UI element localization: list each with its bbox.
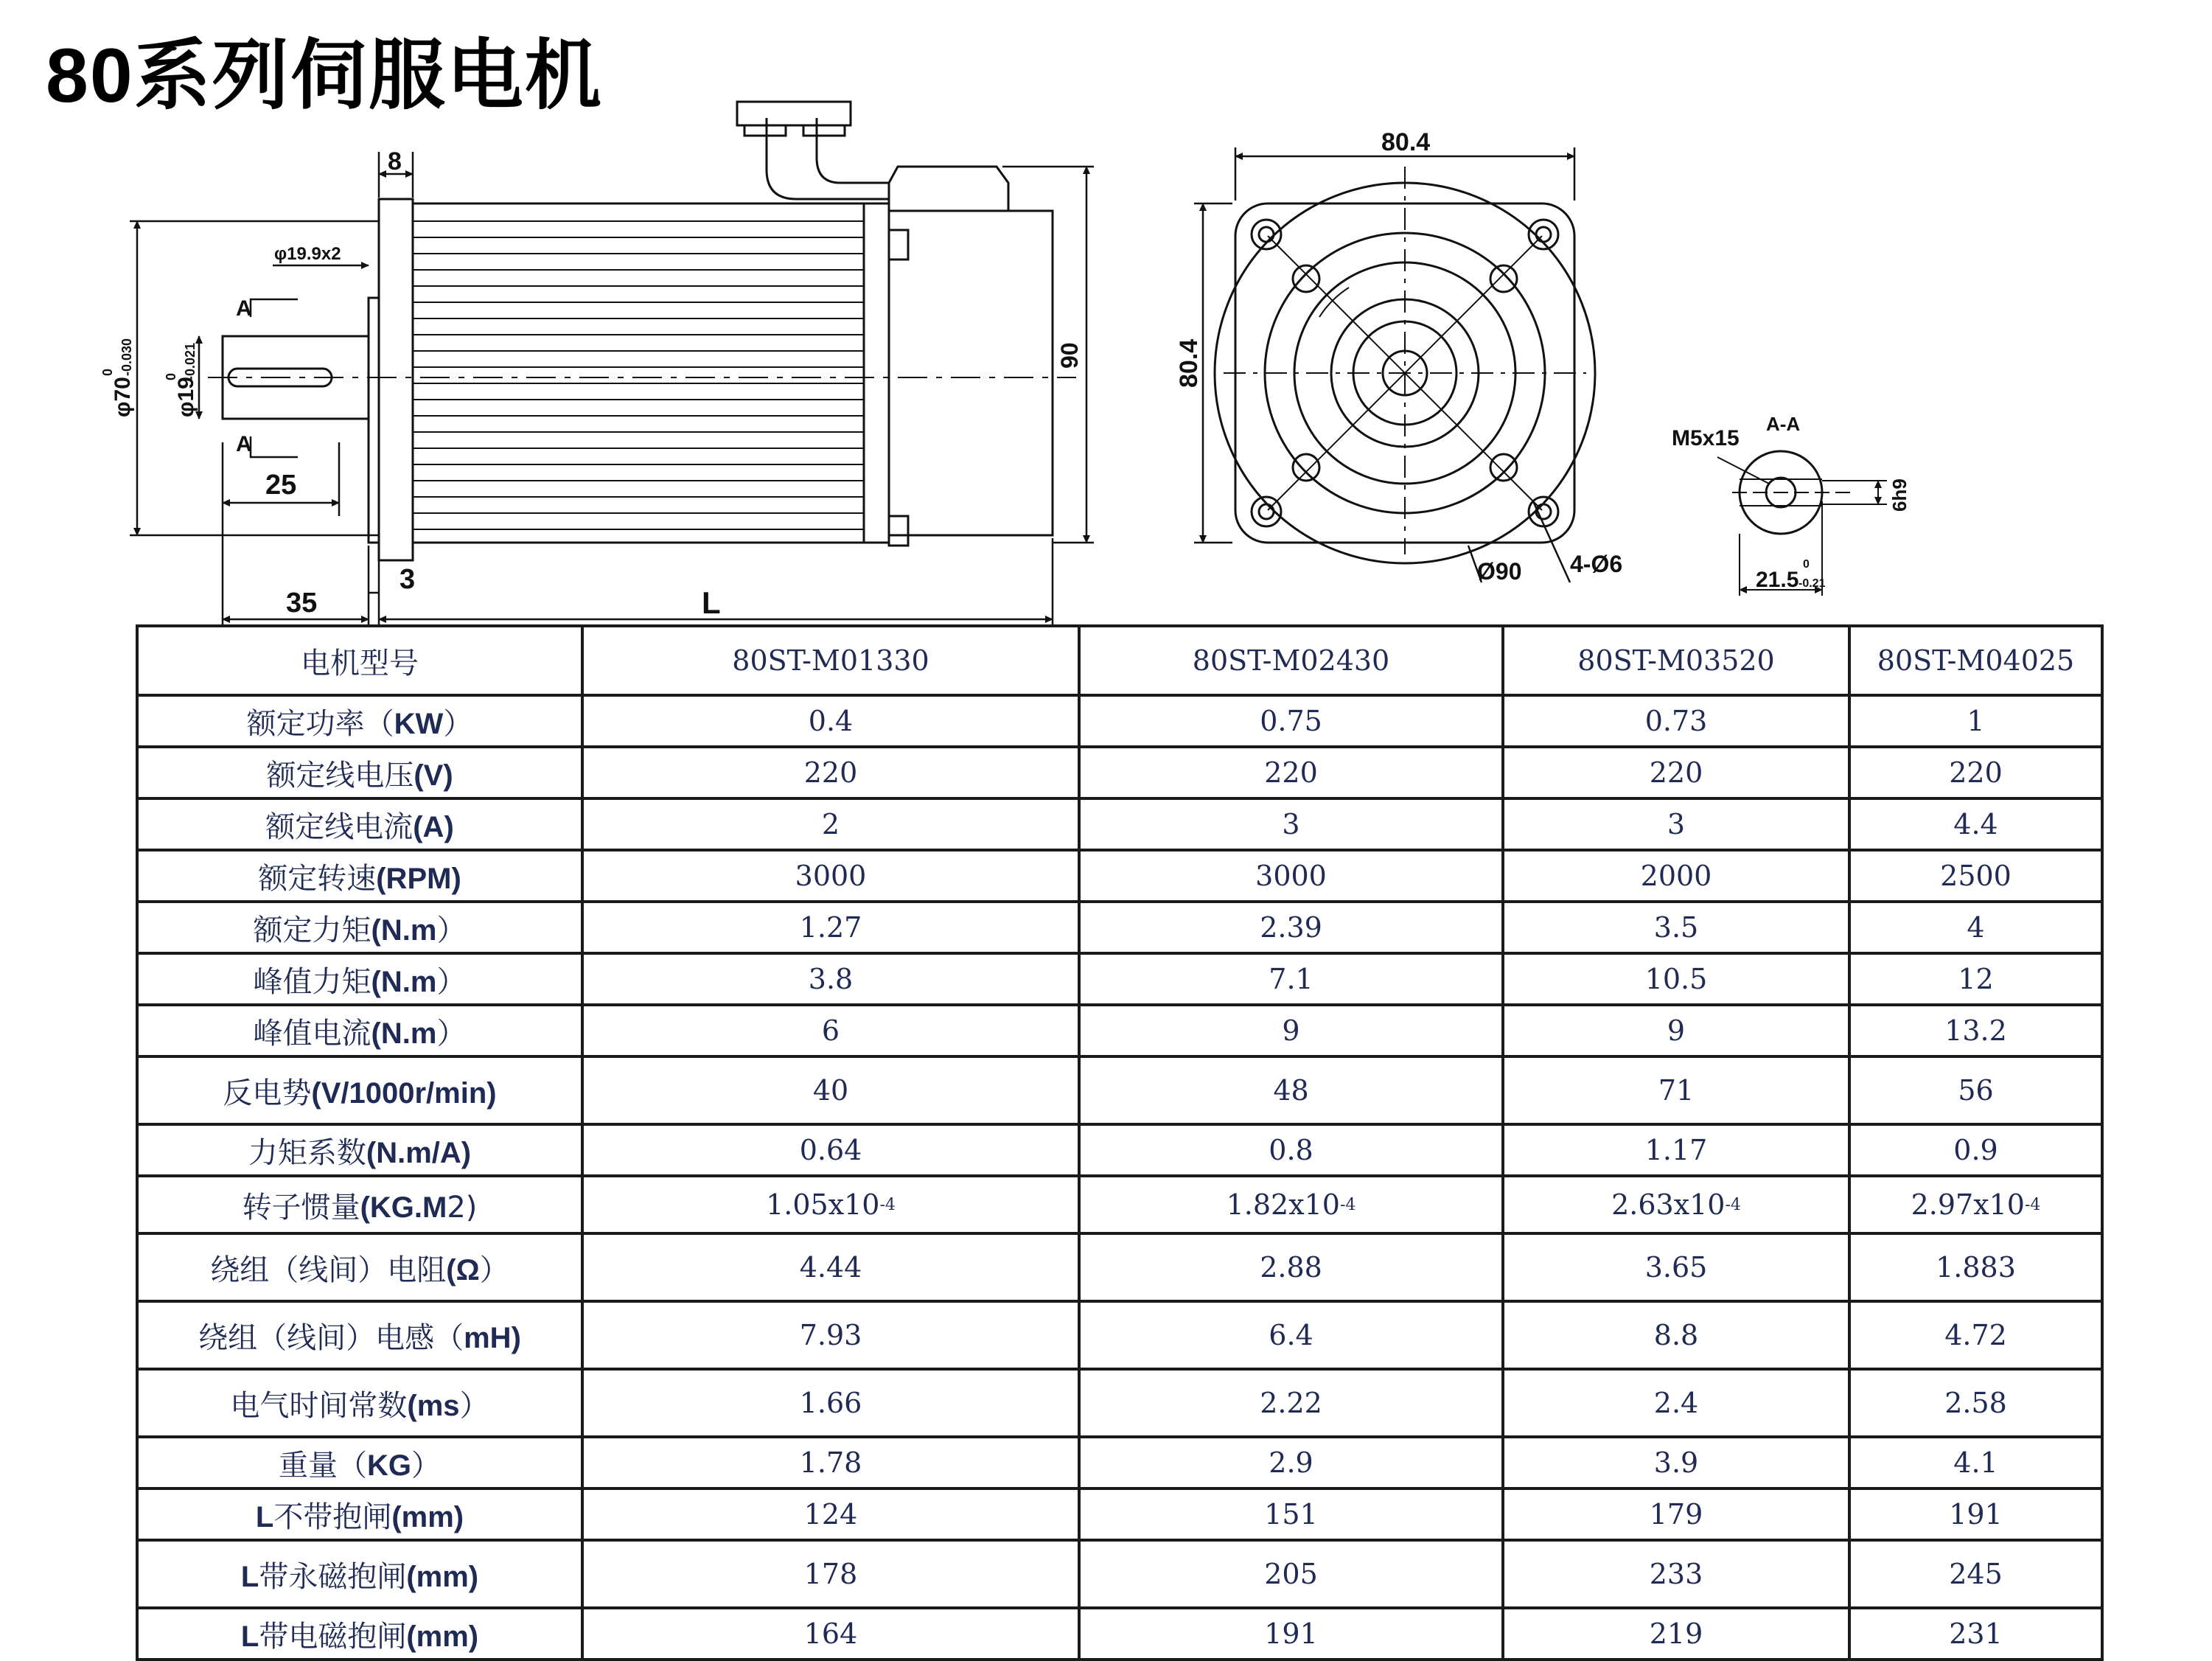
table-row xyxy=(137,902,2102,953)
value-text: 231 xyxy=(1949,1618,2003,1650)
value-cell xyxy=(582,1233,1079,1301)
value-cell xyxy=(582,695,1079,747)
value-cell xyxy=(1079,695,1503,747)
row-label-unit: (mm) xyxy=(391,1500,464,1533)
value-cell xyxy=(1079,1437,1503,1488)
value-exponent: -4 xyxy=(2024,1196,2041,1214)
value-cell xyxy=(1849,902,2102,953)
front-view xyxy=(1215,167,1595,563)
row-label-cn: 额定转速 xyxy=(258,861,377,896)
value-cell xyxy=(582,747,1079,798)
value-cell xyxy=(1079,1056,1503,1124)
value-cell xyxy=(1849,850,2102,902)
row-label-cn: 额定力矩 xyxy=(253,913,371,947)
value-text: 1.78 xyxy=(799,1446,862,1479)
table-row xyxy=(137,1056,2102,1124)
row-label-cell xyxy=(137,1005,582,1056)
value-cell xyxy=(1849,1176,2102,1233)
value-text: 9 xyxy=(1282,1014,1300,1047)
value-text: 7.1 xyxy=(1269,963,1313,995)
table-row xyxy=(137,1005,2102,1056)
row-label-cell xyxy=(137,850,582,902)
row-label-cell xyxy=(137,1056,582,1124)
row-label-cell xyxy=(137,1608,582,1660)
value-text: 4.72 xyxy=(1944,1319,2007,1351)
value-cell xyxy=(582,1005,1079,1056)
value-text: 3.9 xyxy=(1653,1446,1699,1479)
row-label-cell xyxy=(137,1437,582,1488)
row-label-tail: ） xyxy=(436,964,467,999)
value-cell xyxy=(1079,902,1503,953)
value-text: 151 xyxy=(1264,1498,1318,1531)
table-row xyxy=(137,1233,2102,1301)
row-label-prefix: L xyxy=(255,1500,274,1533)
value-text: 1.82x10 xyxy=(1226,1188,1340,1221)
value-text: 179 xyxy=(1649,1498,1703,1531)
row-label-cell xyxy=(137,1233,582,1301)
value-text: 1 xyxy=(1967,705,1985,737)
value-cell xyxy=(582,1301,1079,1369)
value-text: 178 xyxy=(803,1558,858,1590)
value-text: 2.88 xyxy=(1260,1251,1322,1284)
value-cell xyxy=(582,1056,1079,1124)
row-label-unit: (N.m xyxy=(371,913,437,947)
row-label-cell xyxy=(137,695,582,747)
row-label-unit: (N.m xyxy=(371,1017,437,1050)
dim-pilot-tol-upper: 0 xyxy=(100,368,115,376)
row-label-cell xyxy=(137,953,582,1005)
value-text: 4.44 xyxy=(799,1251,862,1284)
row-label-cn: 带电磁抱闸 xyxy=(259,1619,407,1654)
value-cell xyxy=(1849,1233,2102,1301)
value-cell xyxy=(1079,1369,1503,1437)
table-row xyxy=(137,1301,2102,1369)
value-cell xyxy=(1079,1233,1503,1301)
value-text: 12 xyxy=(1958,963,1994,995)
value-text: 1.05x10 xyxy=(766,1188,880,1221)
dim-bolt-circle: Ø90 xyxy=(1477,558,1522,585)
value-text: 191 xyxy=(1949,1498,2003,1531)
value-text: 3.8 xyxy=(808,963,854,995)
row-label-unit: (KG.M xyxy=(360,1191,447,1224)
dim-shaft-diameter: φ19 xyxy=(174,377,198,417)
value-text: 9 xyxy=(1667,1014,1686,1047)
value-text: 0.64 xyxy=(799,1134,862,1166)
row-label-cn: 力矩系数 xyxy=(248,1135,366,1170)
table-row xyxy=(137,850,2102,902)
dim-key-depth: 21.5 xyxy=(1756,568,1799,592)
row-label-unit: mH) xyxy=(464,1321,521,1354)
dim-gap: 3 xyxy=(400,564,416,595)
row-label-tail: 2) xyxy=(447,1190,478,1225)
value-cell xyxy=(1503,1369,1849,1437)
table-row xyxy=(137,1124,2102,1176)
side-view-dimensions xyxy=(130,152,1094,625)
dim-pilot-diameter: φ70 xyxy=(111,377,135,417)
dim-key-depth-tol-lower: -0.21 xyxy=(1798,577,1826,590)
value-text: 1.883 xyxy=(1936,1251,2016,1284)
value-cell xyxy=(1503,953,1849,1005)
section-view xyxy=(1717,451,1887,596)
value-cell xyxy=(582,850,1079,902)
value-cell xyxy=(1849,1488,2102,1540)
row-label-cn: 峰值力矩 xyxy=(253,964,371,999)
row-label-cn: 绕组（线间）电阻 xyxy=(210,1253,447,1287)
table-row xyxy=(137,1540,2102,1608)
value-cell xyxy=(1849,1005,2102,1056)
value-cell xyxy=(1849,695,2102,747)
motor-dimension-drawing xyxy=(0,0,2212,627)
value-text: 2.4 xyxy=(1653,1387,1699,1419)
dim-key-width: 6h9 xyxy=(1888,478,1911,512)
value-cell xyxy=(1849,953,2102,1005)
value-cell xyxy=(1503,1233,1849,1301)
section-mark-top: A xyxy=(236,296,252,321)
value-text: 0.9 xyxy=(1953,1134,1998,1166)
value-text: 2.63x10 xyxy=(1611,1188,1726,1221)
value-text: 124 xyxy=(803,1498,858,1531)
value-cell xyxy=(1503,1540,1849,1608)
value-cell xyxy=(582,902,1079,953)
row-label-cn: 额定线电流 xyxy=(265,809,414,844)
value-cell xyxy=(1503,1301,1849,1369)
value-cell xyxy=(1079,1540,1503,1608)
row-label-cn: 不带抱闸 xyxy=(273,1500,392,1534)
value-text: 40 xyxy=(812,1074,849,1107)
dim-thread: M5x15 xyxy=(1672,426,1740,450)
row-label-unit: (N.m/A) xyxy=(366,1136,472,1169)
value-cell xyxy=(582,1488,1079,1540)
value-text: 3.5 xyxy=(1653,911,1699,944)
value-cell xyxy=(582,1437,1079,1488)
dim-shaft-tol-upper: 0 xyxy=(164,372,178,380)
value-text: 2000 xyxy=(1640,860,1712,892)
table-row xyxy=(137,1176,2102,1233)
value-text: 2500 xyxy=(1940,860,2012,892)
motor-spec-table xyxy=(136,624,2104,1661)
side-view xyxy=(208,102,1076,560)
value-text: 0.73 xyxy=(1644,705,1708,737)
header-model-cell: 80ST-M01330 xyxy=(582,626,1079,695)
value-cell xyxy=(1503,1176,1849,1233)
row-label-cn: 带永磁抱闸 xyxy=(259,1559,407,1594)
table-row xyxy=(137,695,2102,747)
title-series-number: 80 xyxy=(46,33,134,119)
row-label-cn: 峰值电流 xyxy=(253,1016,371,1051)
row-label-cell xyxy=(137,1369,582,1437)
value-text: 7.93 xyxy=(799,1319,862,1351)
value-text: 220 xyxy=(803,756,858,789)
row-label-unit: (mm) xyxy=(406,1560,479,1593)
value-text: 3000 xyxy=(1255,860,1327,892)
value-text: 4.1 xyxy=(1953,1446,1998,1479)
row-label-tail: ） xyxy=(459,1388,489,1423)
dim-shaft-length: 35 xyxy=(286,588,318,619)
row-label-cn: 绕组（线间）电感（ xyxy=(198,1320,464,1355)
row-label-cell xyxy=(137,1124,582,1176)
value-text: 2.58 xyxy=(1944,1387,2007,1419)
header-model-cell: 80ST-M04025 xyxy=(1849,626,2102,695)
value-exponent: -4 xyxy=(1339,1196,1356,1214)
value-cell xyxy=(1503,798,1849,850)
table-row xyxy=(137,1488,2102,1540)
value-cell xyxy=(1849,1608,2102,1660)
value-cell xyxy=(1503,1056,1849,1124)
value-cell xyxy=(1503,1488,1849,1540)
value-text: 233 xyxy=(1649,1558,1703,1590)
value-cell xyxy=(1849,1301,2102,1369)
value-cell xyxy=(1849,1369,2102,1437)
value-cell xyxy=(582,1176,1079,1233)
table-row xyxy=(137,1608,2102,1660)
row-label-unit: (Ω xyxy=(446,1253,480,1286)
value-text: 220 xyxy=(1949,756,2003,789)
value-text: 13.2 xyxy=(1944,1014,2007,1047)
value-cell xyxy=(582,798,1079,850)
value-text: 164 xyxy=(803,1618,858,1650)
value-cell xyxy=(1503,1437,1849,1488)
value-cell xyxy=(1079,1124,1503,1176)
dim-pilot-tol-lower: -0.030 xyxy=(119,338,134,376)
value-cell xyxy=(1503,1124,1849,1176)
value-cell xyxy=(1849,1056,2102,1124)
value-text: 48 xyxy=(1273,1074,1309,1107)
value-cell xyxy=(1079,1176,1503,1233)
table-row xyxy=(137,953,2102,1005)
row-label-unit: (V/1000r/min) xyxy=(311,1076,497,1110)
value-text: 219 xyxy=(1649,1618,1703,1650)
value-cell xyxy=(1503,1005,1849,1056)
value-cell xyxy=(582,1369,1079,1437)
value-cell xyxy=(1079,953,1503,1005)
value-cell xyxy=(1849,1124,2102,1176)
row-label-cn: 额定线电压 xyxy=(266,758,414,793)
value-text: 71 xyxy=(1658,1074,1695,1107)
value-text: 0.75 xyxy=(1260,705,1322,737)
value-cell xyxy=(1849,1437,2102,1488)
row-label-cn: 反电势 xyxy=(223,1076,312,1110)
row-label-cell xyxy=(137,747,582,798)
value-cell xyxy=(1849,747,2102,798)
value-cell xyxy=(582,1124,1079,1176)
value-text: 191 xyxy=(1264,1618,1318,1650)
row-label-cn: 转子惯量 xyxy=(242,1190,360,1225)
dim-shaft-key: φ19.9x2 xyxy=(274,244,341,264)
section-mark-bottom: A xyxy=(236,432,252,456)
front-view-labels xyxy=(1175,128,1622,585)
row-label-unit: KW xyxy=(394,707,444,740)
value-cell xyxy=(1079,1488,1503,1540)
value-text: 3 xyxy=(1667,808,1686,840)
table-row xyxy=(137,747,2102,798)
value-text: 1.17 xyxy=(1644,1134,1708,1166)
value-text: 1.66 xyxy=(799,1387,862,1419)
value-exponent: -4 xyxy=(1725,1196,1741,1214)
row-label-tail: ） xyxy=(443,706,473,741)
row-label-cn: 额定功率（ xyxy=(246,706,394,741)
header-label-cell: 电机型号 xyxy=(137,626,582,695)
row-label-prefix: L xyxy=(240,1620,259,1653)
row-label-unit: (ms xyxy=(407,1389,460,1422)
row-label-unit: (mm) xyxy=(406,1620,479,1653)
table-header-row xyxy=(137,626,2102,695)
row-label-cell xyxy=(137,902,582,953)
row-label-cell xyxy=(137,1301,582,1369)
value-text: 220 xyxy=(1649,756,1703,789)
value-cell xyxy=(1849,798,2102,850)
row-label-unit: KG xyxy=(367,1449,411,1482)
row-label-cell xyxy=(137,798,582,850)
value-text: 2.39 xyxy=(1260,911,1322,944)
dim-mount-holes: 4-Ø6 xyxy=(1570,551,1623,577)
value-cell xyxy=(1503,1608,1849,1660)
dim-shaft-tol-lower: -0.021 xyxy=(183,342,198,380)
value-cell xyxy=(1079,798,1503,850)
value-cell xyxy=(1503,850,1849,902)
row-label-unit: (N.m xyxy=(371,965,437,998)
value-text: 6 xyxy=(821,1014,840,1047)
value-cell xyxy=(1849,1540,2102,1608)
value-text: 2.22 xyxy=(1260,1387,1322,1419)
row-label-tail: ） xyxy=(479,1253,509,1287)
value-text: 8.8 xyxy=(1653,1319,1699,1351)
dim-key-length: 25 xyxy=(265,470,297,501)
row-label-cell xyxy=(137,1540,582,1608)
value-cell xyxy=(1079,747,1503,798)
row-label-unit: (A) xyxy=(413,810,454,843)
value-text: 6.4 xyxy=(1269,1319,1313,1351)
dim-key-depth-tol-upper: 0 xyxy=(1803,558,1810,571)
value-text: 56 xyxy=(1958,1074,1994,1107)
value-text: 205 xyxy=(1264,1558,1318,1590)
value-text: 0.4 xyxy=(808,705,854,737)
row-label-tail: ） xyxy=(436,913,467,947)
section-title: A-A xyxy=(1766,413,1801,435)
value-cell xyxy=(582,1540,1079,1608)
value-exponent: -4 xyxy=(879,1196,896,1214)
value-text: 3.65 xyxy=(1644,1251,1708,1284)
value-cell xyxy=(1503,902,1849,953)
table-row xyxy=(137,798,2102,850)
dim-motor-height: 90 xyxy=(1056,342,1083,369)
table-row xyxy=(137,1369,2102,1437)
value-cell xyxy=(1503,747,1849,798)
value-text: 10.5 xyxy=(1644,963,1708,995)
value-cell xyxy=(1503,695,1849,747)
row-label-cn: 重量（ xyxy=(279,1448,367,1483)
value-text: 220 xyxy=(1264,756,1318,789)
row-label-cell xyxy=(137,1488,582,1540)
value-cell xyxy=(1079,1005,1503,1056)
value-text: 4.4 xyxy=(1953,808,1998,840)
value-text: 2 xyxy=(821,808,840,840)
table-row xyxy=(137,1437,2102,1488)
value-cell xyxy=(1079,850,1503,902)
value-text: 3000 xyxy=(795,860,867,892)
row-label-tail: ） xyxy=(436,1016,467,1051)
dim-body-length: L xyxy=(702,585,721,620)
row-label-cn: 电气时间常数 xyxy=(230,1388,408,1423)
title-series-text: 系列伺服电机 xyxy=(133,30,603,120)
row-label-unit: (RPM) xyxy=(376,862,461,895)
value-cell xyxy=(582,1608,1079,1660)
dim-flange-height: 80.4 xyxy=(1175,338,1203,388)
row-label-prefix: L xyxy=(240,1560,259,1593)
value-text: 2.9 xyxy=(1269,1446,1313,1479)
value-text: 1.27 xyxy=(799,911,862,944)
value-cell xyxy=(1079,1608,1503,1660)
value-text: 0.8 xyxy=(1269,1134,1313,1166)
value-cell xyxy=(582,953,1079,1005)
row-label-unit: (V) xyxy=(414,759,453,792)
dim-flange-width: 80.4 xyxy=(1381,128,1431,156)
value-cell xyxy=(1079,1301,1503,1369)
value-text: 2.97x10 xyxy=(1911,1188,2025,1221)
value-text: 4 xyxy=(1967,911,1985,944)
row-label-tail: ） xyxy=(411,1448,441,1483)
value-text: 245 xyxy=(1949,1558,2003,1590)
value-text: 3 xyxy=(1282,808,1300,840)
row-label-cell xyxy=(137,1176,582,1233)
header-model-cell: 80ST-M03520 xyxy=(1503,626,1849,695)
dim-flange-thickness: 8 xyxy=(388,147,402,175)
header-model-cell: 80ST-M02430 xyxy=(1079,626,1503,695)
